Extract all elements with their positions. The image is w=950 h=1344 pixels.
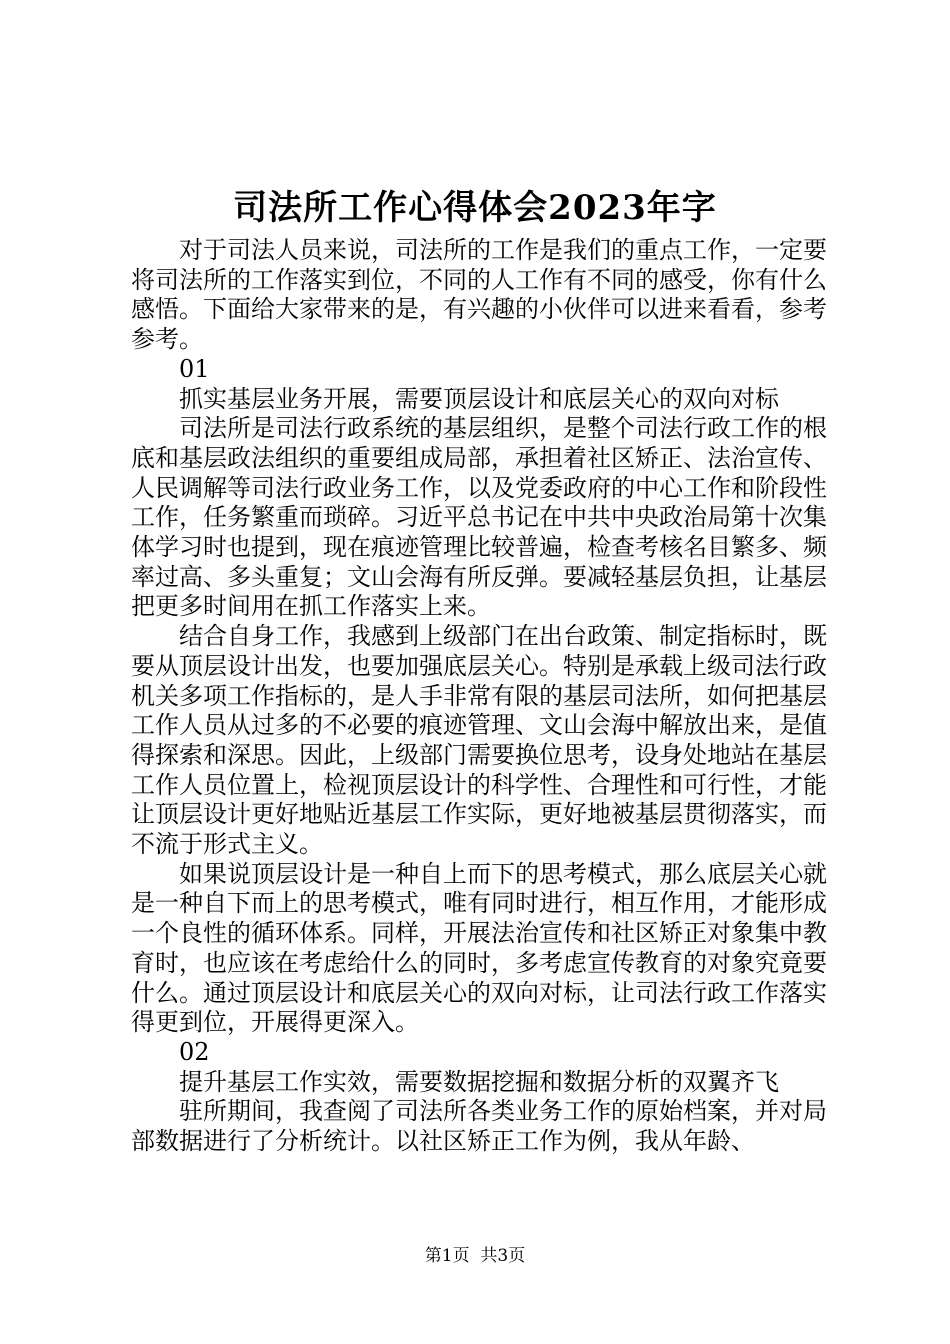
- paragraph-intro: 对于司法人员来说，司法所的工作是我们的重点工作，一定要将司法所的工作落实到位，不同的人工作有不同的感受，你有什么感悟。下面给大家带来的是，有兴趣的小伙伴可以进来看看，参考参考。: [131, 236, 827, 354]
- page-number: 第1页: [424, 1246, 470, 1266]
- document-body: [131, 236, 827, 1157]
- document-title: 司法所工作心得体会2023年字: [233, 188, 717, 228]
- paragraph-body: 司法所是司法行政系统的基层组织，是整个司法行政工作的根底和基层政法组织的重要组成局部，承担着社区矫正、法治宣传、人民调解等司法行政业务工作，以及党委政府的中心工作和阶段性工作，任务繁重而琐碎。习近平总书记在中共中央政治局第十次集体学习时也提到，现在痕迹管理比较普遍，检查考核名目繁多、频率过高、多头重复；文山会海有所反弹。要减轻基层负担，让基层把更多时间用在抓工作落实上来。: [131, 414, 827, 621]
- paragraph-body: 驻所期间，我查阅了司法所各类业务工作的原始档案，并对局部数据进行了分析统计。以社区矫正工作为例，我从年龄、: [131, 1097, 827, 1156]
- page-footer: [0, 1244, 950, 1268]
- section-number-02: 02: [179, 1037, 210, 1066]
- paragraph-body: 结合自身工作，我感到上级部门在出台政策、制定指标时，既要从顶层设计出发，也要加强底层关心。特别是承载上级司法行政机关多项工作指标的，是人手非常有限的基层司法所，如何把基层工作人员从过多的不必要的痕迹管理、文山会海中解放出来，是值得探索和深思。因此，上级部门需要换位思考，设身处地站在基层工作人员位置上，检视顶层设计的科学性、合理性和可行性，才能让顶层设计更好地贴近基层工作实际，更好地被基层贯彻落实，而不流于形式主义。: [131, 622, 827, 859]
- paragraph-body: 如果说顶层设计是一种自上而下的思考模式，那么底层关心就是一种自下而上的思考模式，唯有同时进行，相互作用，才能形成一个良性的循环体系。同样，开展法治宣传和社区矫正对象集中教育时，也应该在考虑给什么的同时，多考虑宣传教育的对象究竟要什么。通过顶层设计和底层关心的双向对标，让司法行政工作落实得更到位，开展得更深入。: [131, 859, 827, 1037]
- section-heading-1: 抓实基层业务开展，需要顶层设计和底层关心的双向对标: [179, 384, 779, 413]
- section-heading-2: 提升基层工作实效，需要数据挖掘和数据分析的双翼齐飞: [179, 1067, 779, 1096]
- section-number-01: 01: [179, 354, 210, 383]
- page-total: 共3页: [480, 1246, 526, 1266]
